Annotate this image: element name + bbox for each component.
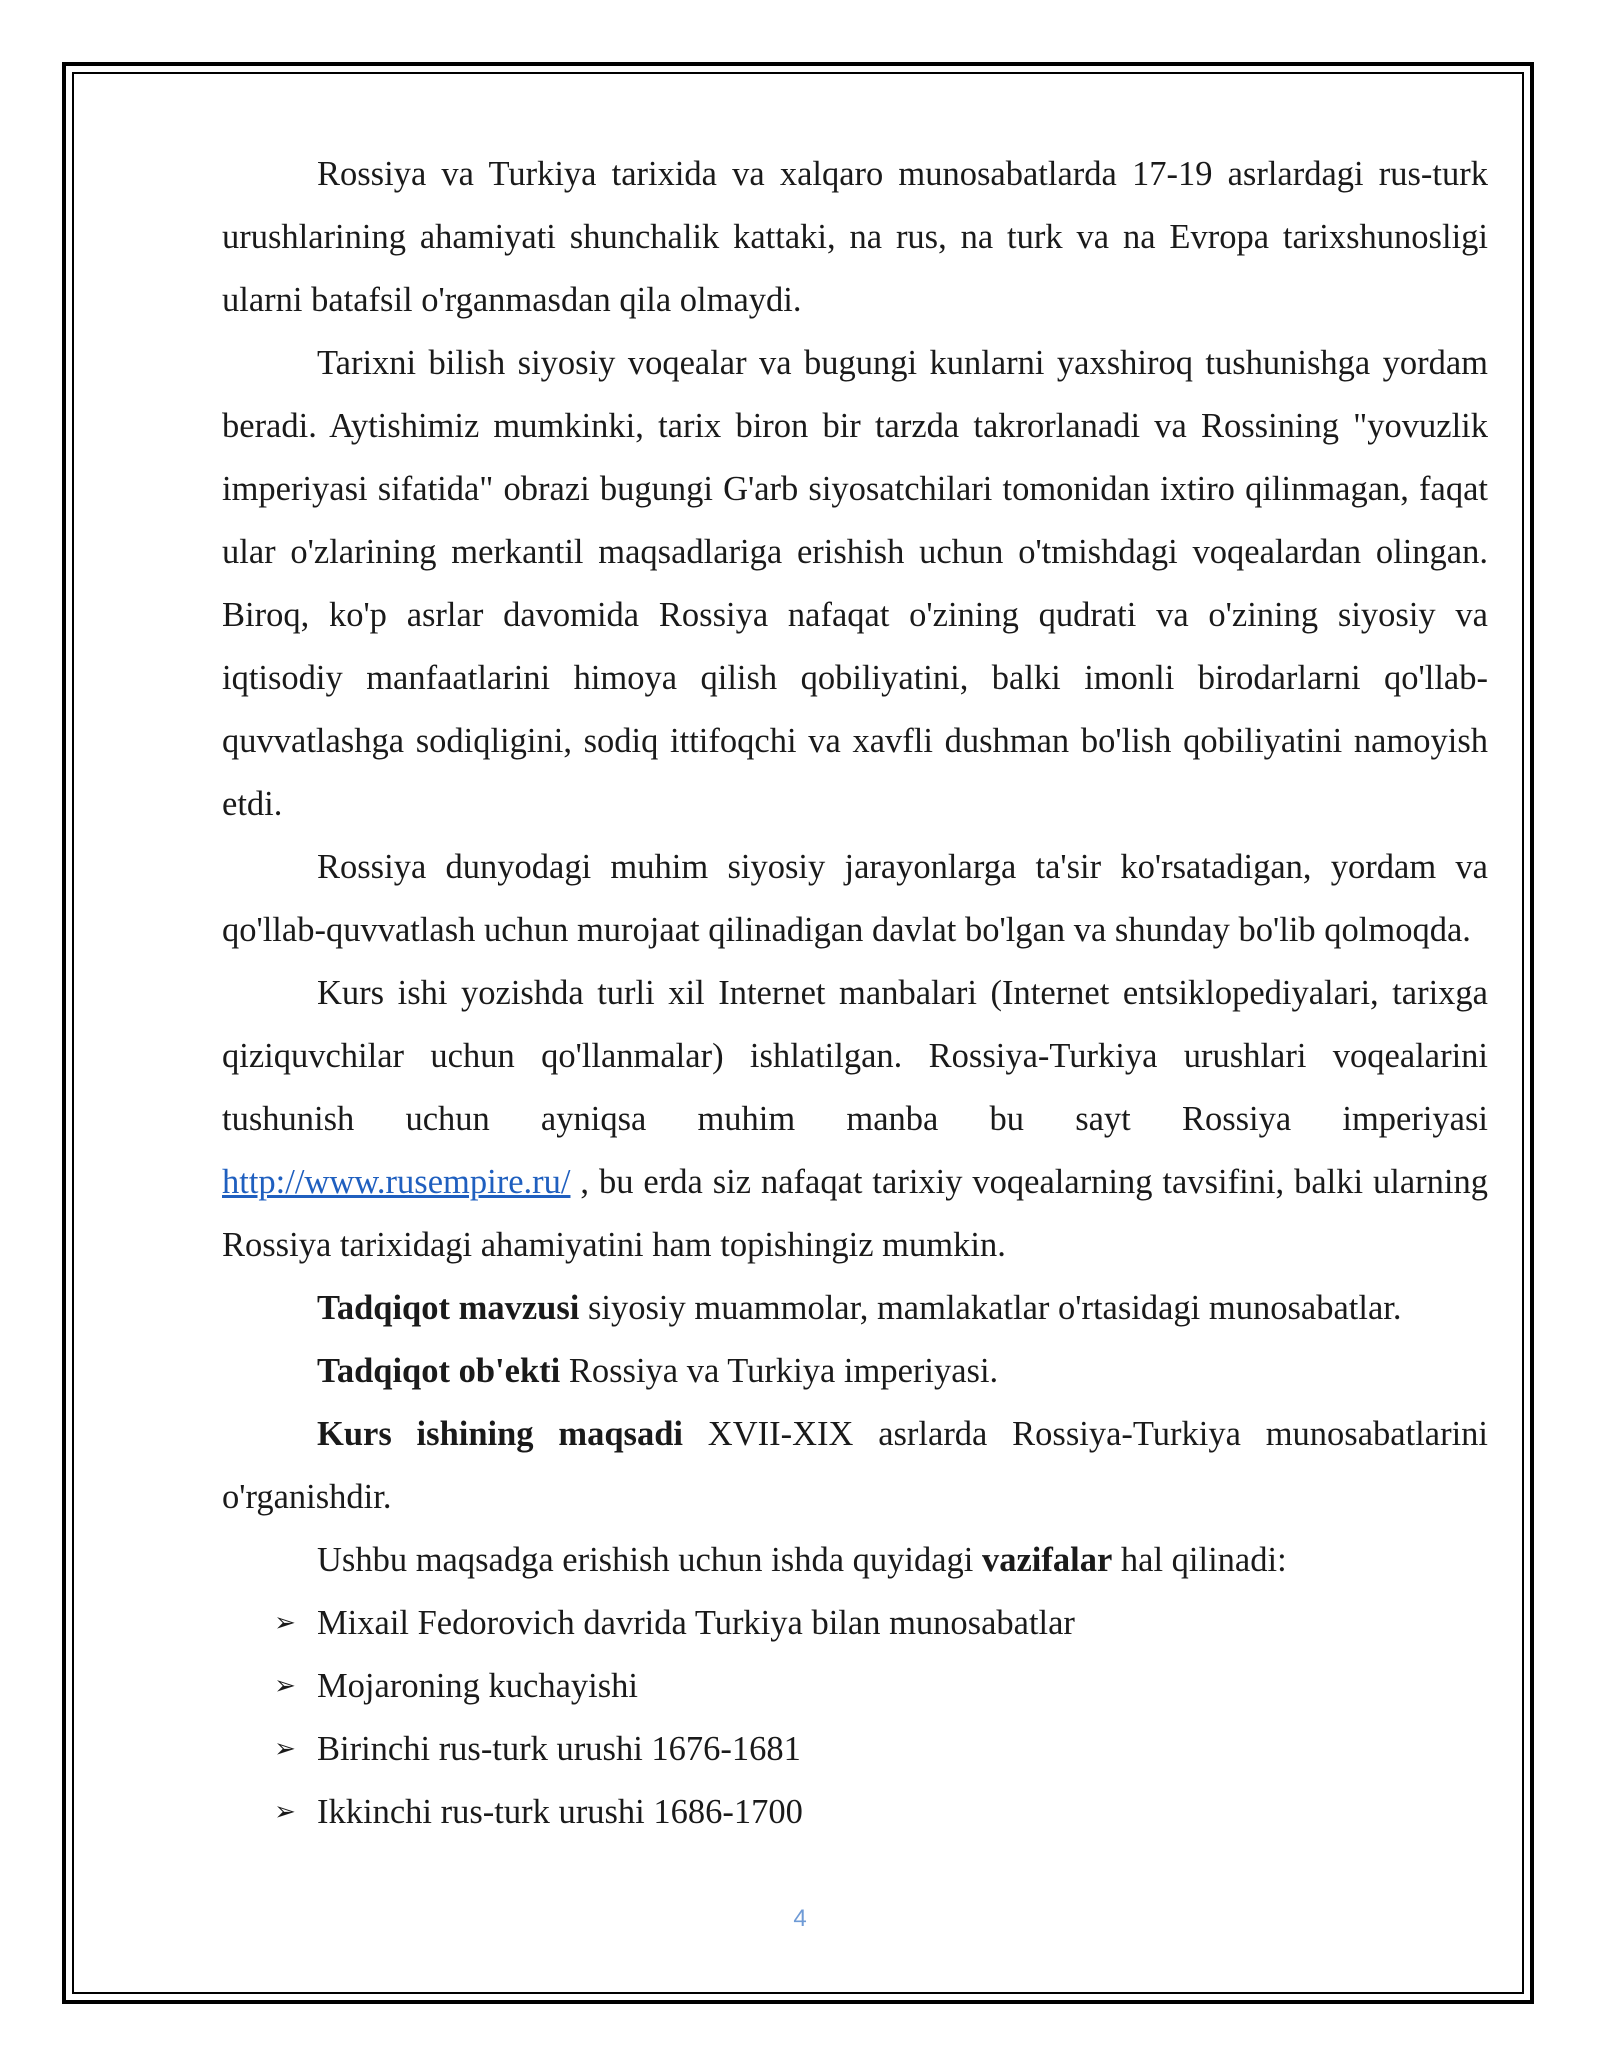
page-number: 4: [793, 1905, 807, 1932]
rusempire-link[interactable]: http://www.rusempire.ru/: [222, 1163, 571, 1201]
paragraph-history: Tarixni bilish siyosiy voqealar va bugungi kunlarni yaxshiroq tushunishga yordam beradi. Aytishimiz mumkinki, tarix biron bir tarzda takrorlanadi va Rossining "yovuzlik imperiyasi sifatida" obrazi bugungi G'arb siyosatchilari tomonidan ixtiro qilinmagan, faqat ular o'zlarining merkantil maqsadlariga erishish uchun o'tmishdagi voqealardan olingan. Biroq, ko'p asrlar davomida Rossiya nafaqat o'zining qudrati va o'zining siyosiy va iqtisodiy manfaatlarini himoya qilish qobiliyatini, balki imonli birodarlarni qo'llab-quvvatlashga sodiqligini, sodiq ittifoqchi va xavfli dushman bo'lish qobiliyatini namoyish etdi.: [222, 344, 1488, 823]
tasks-intro-bold: vazifalar: [981, 1541, 1113, 1579]
research-topic-text: siyosiy muammolar, mamlakatlar o'rtasidagi munosabatlar.: [579, 1289, 1402, 1327]
paragraph-research-topic: [222, 1277, 1488, 1340]
tasks-intro-text-end: hal qilinadi:: [1112, 1541, 1287, 1579]
list-item: [222, 1592, 1488, 1655]
list-item: [222, 1718, 1488, 1781]
task-text: Mixail Fedorovich davrida Turkiya bilan munosabatlar: [317, 1604, 1075, 1642]
document-body: [222, 143, 1488, 1844]
research-object-label: Tadqiqot ob'ekti: [317, 1352, 561, 1390]
paragraph-tasks-intro: [222, 1529, 1488, 1592]
arrow-bullet-icon: ➢: [274, 1734, 296, 1764]
task-text: Ikkinchi rus-turk urushi 1686-1700: [317, 1793, 803, 1831]
research-object-text: Rossiya va Turkiya imperiyasi.: [560, 1352, 999, 1390]
paragraph-course-goal: [222, 1403, 1488, 1529]
task-text: Mojaroning kuchayishi: [317, 1667, 638, 1705]
paragraph-sources: [222, 962, 1488, 1277]
tasks-list: [222, 1592, 1488, 1844]
tasks-intro-text: Ushbu maqsadga erishish uchun ishda quyidagi: [317, 1541, 982, 1579]
paragraph-research-object: [222, 1340, 1488, 1403]
arrow-bullet-icon: ➢: [274, 1671, 296, 1701]
list-item: [222, 1655, 1488, 1718]
course-goal-text: XVII-XIX asrlarda Rossiya-Turkiya munosabatlarini o'rganishdir.: [222, 1415, 1488, 1516]
task-text: Birinchi rus-turk urushi 1676-1681: [317, 1730, 801, 1768]
sources-text: Kurs ishi yozishda turli xil Internet manbalari (Internet entsiklopediyalari, tarixga qiziquvchilar uchun qo'llanmalar) ishlatilgan. Rossiya-Turkiya urushlari voqealarini tushunish uchun ayniqsa muhim manba bu sayt Rossiya imperiyasi: [222, 974, 1488, 1138]
arrow-bullet-icon: ➢: [274, 1797, 296, 1827]
course-goal-label: Kurs ishining maqsadi: [317, 1415, 683, 1453]
list-item: [222, 1781, 1488, 1844]
research-topic-label: Tadqiqot mavzusi: [317, 1289, 580, 1327]
arrow-bullet-icon: ➢: [274, 1608, 296, 1638]
paragraph-russia-role: Rossiya dunyodagi muhim siyosiy jarayonlarga ta'sir ko'rsatadigan, yordam va qo'llab-quvvatlash uchun murojaat qilinadigan davlat bo'lgan va shunday bo'lib qolmoqda.: [222, 848, 1488, 949]
paragraph-intro: Rossiya va Turkiya tarixida va xalqaro munosabatlarda 17-19 asrlardagi rus-turk urushlarining ahamiyati shunchalik kattaki, na rus, na turk va na Evropa tarixshunosligi ularni batafsil o'rganmasdan qila olmaydi.: [222, 155, 1488, 319]
sources-text-continued: , bu erda siz nafaqat tarixiy voqealarning tavsifini, balki ularning Rossiya tarixidagi ahamiyatini ham topishingiz mumkin.: [222, 1163, 1488, 1264]
